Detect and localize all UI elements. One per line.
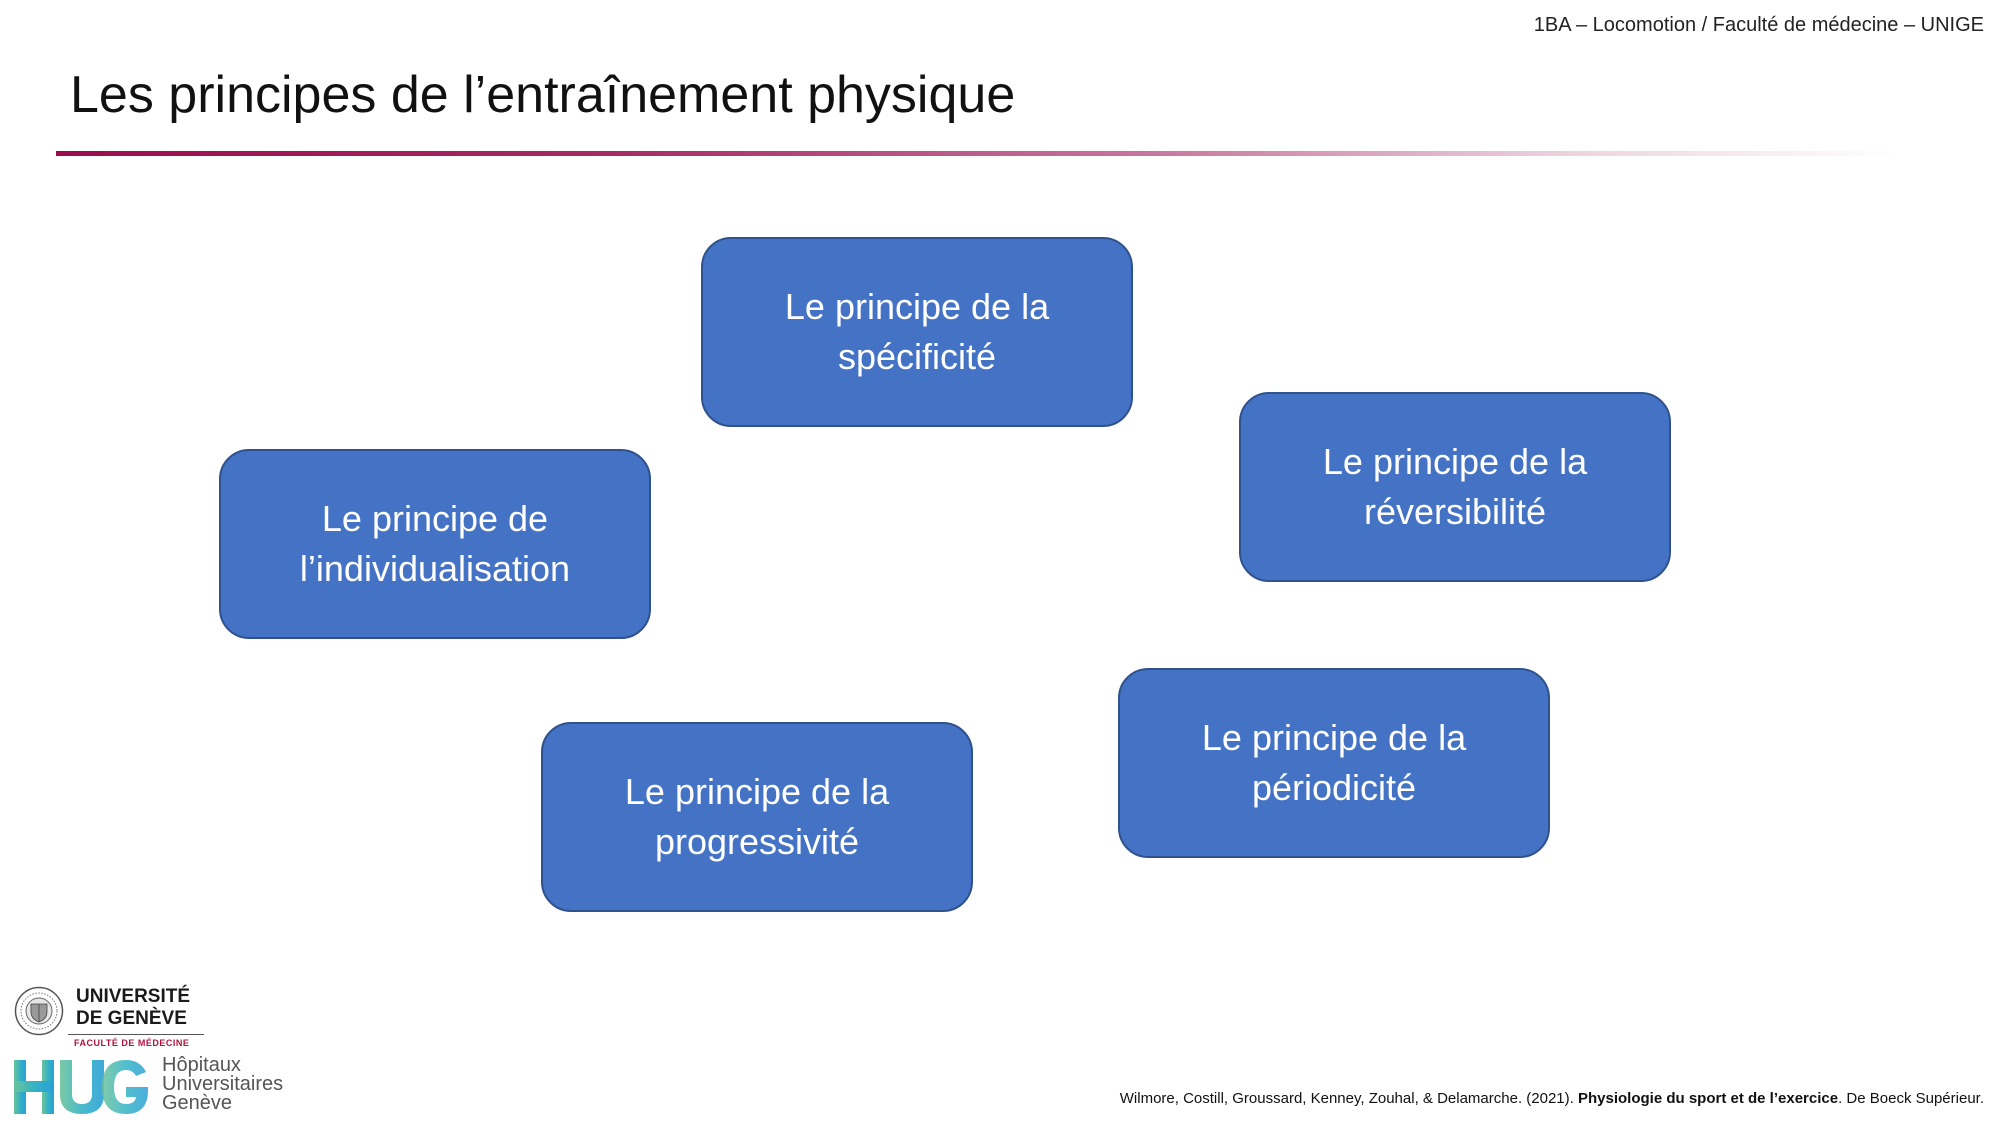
reference-citation <box>1120 1090 1984 1107</box>
principle-box-periodicite <box>1118 668 1550 858</box>
course-header: 1BA – Locomotion / Faculté de médecine – UNIGE <box>1533 14 1984 36</box>
principle-line: Le principe de la <box>1201 717 1467 758</box>
reference-publisher: . De Boeck Supérieur. <box>1838 1090 1984 1107</box>
principle-line: spécificité <box>837 336 997 377</box>
hug-name-line: Universitaires <box>162 1073 284 1095</box>
principle-box-progressivite <box>541 722 973 912</box>
hug-name <box>162 1056 283 1113</box>
principle-line: réversibilité <box>1363 491 1547 532</box>
reference-authors: Wilmore, Costill, Groussard, Kenney, Zouhal, & Delamarche. (2021). <box>1119 1090 1578 1107</box>
unige-name <box>76 986 190 1030</box>
principle-line: Le principe de la <box>784 286 1050 327</box>
principle-line: périodicité <box>1251 767 1417 808</box>
principle-line: progressivité <box>654 821 860 862</box>
hug-name-line: Hôpitaux <box>162 1054 241 1076</box>
principle-line: Le principe de la <box>624 771 890 812</box>
unige-logo <box>14 984 194 1054</box>
slide-title: Les principes de l’entraînement physique <box>70 66 1016 124</box>
unige-name-line: UNIVERSITÉ <box>76 986 191 1007</box>
unige-name-line: DE GENÈVE <box>76 1008 187 1029</box>
title-underline <box>56 151 1896 156</box>
unige-faculty: FACULTÉ DE MÉDECINE <box>74 1038 190 1048</box>
hug-logo <box>14 1056 294 1120</box>
principle-line: l’individualisation <box>299 548 571 589</box>
principle-box-individualisation <box>219 449 651 639</box>
principle-box-reversibilite <box>1239 392 1671 582</box>
hug-name-line: Genève <box>162 1092 233 1114</box>
hug-mark-icon <box>14 1058 148 1116</box>
principle-line: Le principe de <box>321 498 549 539</box>
principle-box-specificite <box>701 237 1133 427</box>
unige-divider <box>68 1034 204 1035</box>
reference-book-title: Physiologie du sport et de l’exercice <box>1577 1090 1839 1107</box>
unige-seal-icon <box>14 986 64 1036</box>
principle-line: Le principe de la <box>1322 441 1588 482</box>
